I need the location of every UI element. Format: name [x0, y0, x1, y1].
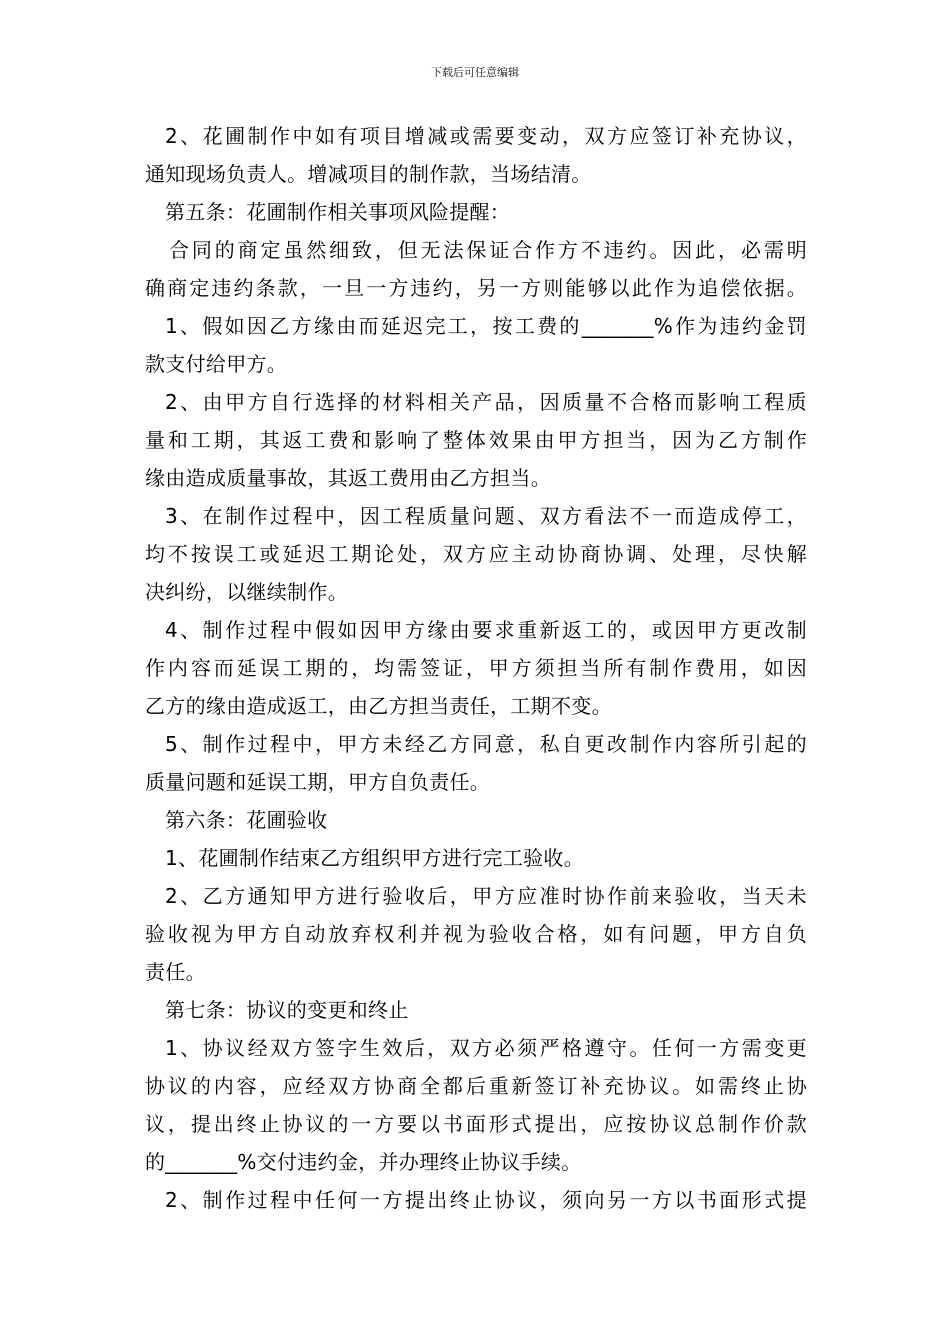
text-line: 议，提出终止协议的一方要以书面形式提出，应按协议总制作价款: [145, 1112, 807, 1136]
text-line: 量和工期，其返工费和影响了整体效果由甲方担当，因为乙方制作: [145, 428, 807, 452]
text-line: 2、乙方通知甲方进行验收后，甲方应准时协作前来验收，当天未: [165, 884, 807, 908]
text-line: 责任。: [145, 960, 206, 984]
section-heading: 第五条：花圃制作相关事项风险提醒：: [165, 200, 511, 224]
text-line: 1、花圃制作结束乙方组织甲方进行完工验收。: [165, 846, 585, 870]
text-line: 3、在制作过程中，因工程质量问题、双方看法不一而造成停工，: [165, 504, 807, 528]
text-line: 1、假如因乙方缘由而延迟完工，按工费的_______%作为违约金罚: [165, 314, 807, 338]
text-line: 款支付给甲方。: [145, 352, 288, 376]
text-line: 合同的商定虽然细致，但无法保证合作方不违约。因此，必需明: [169, 238, 807, 262]
text-line: 均不按误工或延迟工期论处，双方应主动协商协调、处理，尽快解: [145, 542, 807, 566]
page-header: 下载后可任意编辑: [431, 66, 519, 79]
text-line: 2、花圃制作中如有项目增减或需要变动，双方应签订补充协议，: [165, 124, 807, 148]
text-line: 质量问题和延误工期，甲方自负责任。: [145, 770, 491, 794]
text-line: 通知现场负责人。增减项目的制作款，当场结清。: [145, 162, 592, 186]
text-line: 协议的内容，应经双方协商全都后重新签订补充协议。如需终止协: [145, 1074, 807, 1098]
section-heading: 第六条：花圃验收: [165, 808, 328, 832]
text-line: 决纠纷，以继续制作。: [145, 580, 348, 604]
text-line: 的_______%交付违约金，并办理终止协议手续。: [145, 1150, 582, 1174]
section-heading: 第七条：协议的变更和终止: [165, 998, 409, 1022]
text-line: 确商定违约条款，一旦一方违约，另一方则能够以此作为追偿依据。: [145, 276, 807, 300]
text-line: 乙方的缘由造成返工，由乙方担当责任，工期不变。: [145, 694, 612, 718]
text-line: 2、由甲方自行选择的材料相关产品，因质量不合格而影响工程质: [165, 390, 807, 414]
text-line: 缘由造成质量事故，其返工费用由乙方担当。: [145, 466, 551, 490]
text-line: 5、制作过程中，甲方未经乙方同意，私自更改制作内容所引起的: [165, 732, 807, 756]
text-line: 作内容而延误工期的，均需签证，甲方须担当所有制作费用，如因: [145, 656, 807, 680]
text-line: 2、制作过程中任何一方提出终止协议，须向另一方以书面形式提: [165, 1188, 807, 1212]
text-line: 4、制作过程中假如因甲方缘由要求重新返工的，或因甲方更改制: [165, 618, 807, 642]
text-line: 1、协议经双方签字生效后，双方必须严格遵守。任何一方需变更: [165, 1036, 807, 1060]
text-line: 验收视为甲方自动放弃权利并视为验收合格，如有问题，甲方自负: [145, 922, 807, 946]
document-body: [145, 117, 807, 1219]
